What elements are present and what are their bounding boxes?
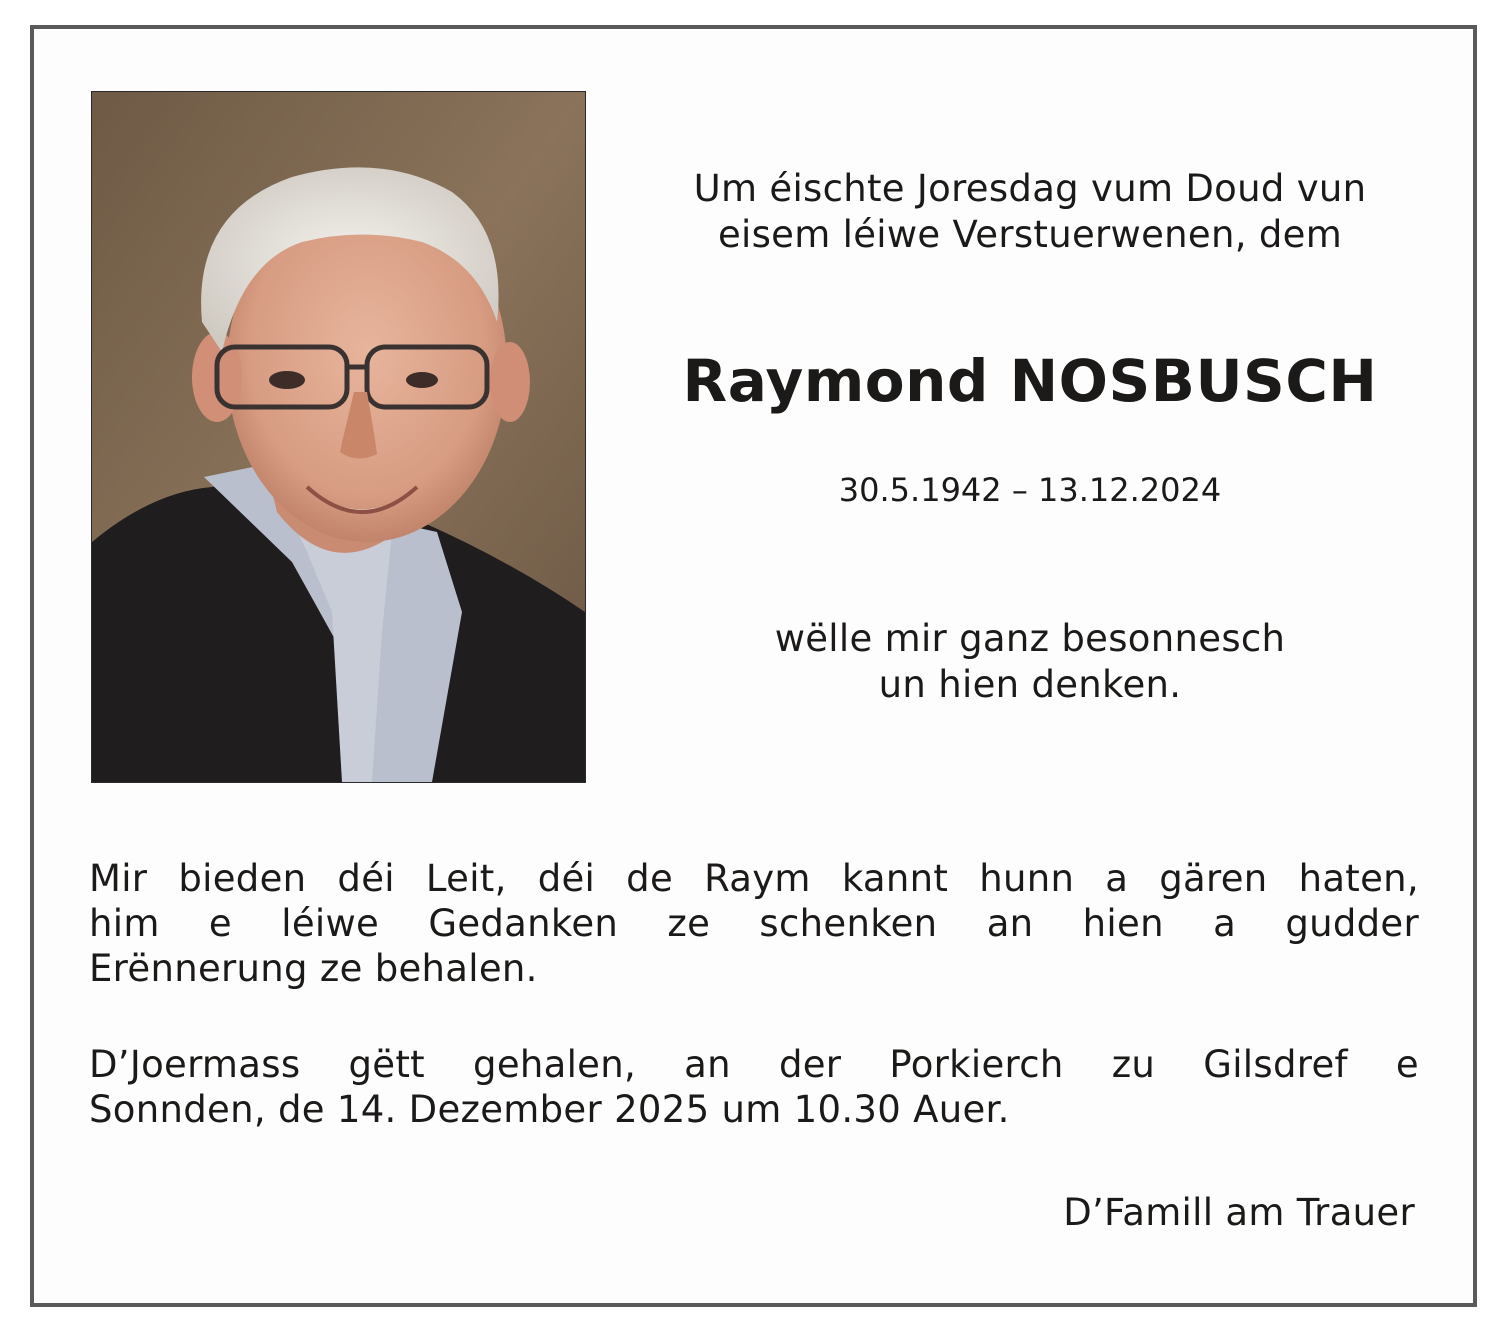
intro-line: Um éischte Joresdag vum Doud vun	[693, 167, 1367, 210]
intro-line: eisem léiwe Verstuerwenen, dem	[717, 213, 1343, 256]
remembrance-line: wëlle mir ganz besonnesch	[774, 617, 1286, 660]
intro-text	[620, 166, 1440, 258]
paragraph-line: Sonnden, de 14. Dezember 2025 um 10.30 Auer.	[89, 1088, 1010, 1131]
deceased-name: Raymond NOSBUSCH	[682, 347, 1378, 415]
portrait-illustration	[92, 92, 585, 782]
mass-paragraph	[89, 1042, 1419, 1132]
request-paragraph	[89, 856, 1419, 991]
paragraph-line: D’Joermass gëtt gehalen, an der Porkierch zu Gilsdref e	[89, 1043, 1419, 1086]
remembrance-text	[620, 616, 1440, 708]
remembrance-line: un hien denken.	[878, 663, 1182, 706]
paragraph-line: him e léiwe Gedanken ze schenken an hien a gudder	[89, 902, 1419, 945]
family-signature: D’Famill am Trauer	[1063, 1191, 1415, 1234]
life-dates: 30.5.1942 – 13.12.2024	[838, 471, 1222, 509]
portrait-photo	[91, 91, 586, 783]
paragraph-line: Erënnerung ze behalen.	[89, 947, 538, 990]
paragraph-line: Mir bieden déi Leit, déi de Raym kannt hunn a gären haten,	[89, 857, 1419, 900]
